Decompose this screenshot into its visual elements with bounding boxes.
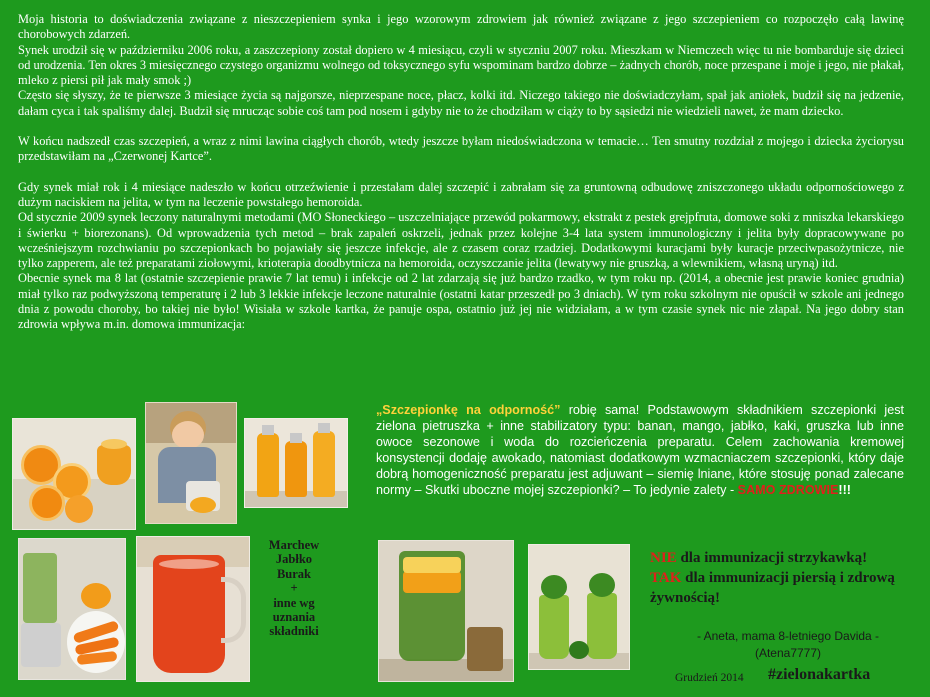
story-paragraph: W końcu nadszedł czas szczepień, a wraz z nimi lawina ciągłych chorób, wtedy jeszcze byłam niedoświadczona w temacie… Ten smutny rozdział z mojego i dziecka życiorysu przedstawiłam na „Czerwonej Kartce”. <box>18 134 904 164</box>
ingredient-item: uznania <box>272 610 316 625</box>
ingredient-item: + <box>290 581 298 596</box>
oranges-photo <box>12 418 136 530</box>
child-juicer-photo <box>145 402 237 524</box>
recipe-text <box>376 402 904 498</box>
recipe-body: robię sama! Podstawowym składnikiem szczepionki jest zielona pietruszka + inne stabilizatory typu: banan, mango, jabłko, kaki, gruszka lub inne owoce sezonowe i woda do rozcieńczenia preparatu. Celem zachowania kremowej konsystencji dodaję awokado, natomiast dodatkowym wzmacniaczem szczepionki, który daje dobrą homogeniczność preparatu jest adjuwant – siemię lniane, które stosuję ponad zalecane normy – Skutki uboczne mojej szczepionki? – To jedynie zalety - <box>376 403 904 497</box>
red-juice-pitcher-photo <box>136 536 250 682</box>
samo-zdrowie-label: SAMO ZDROWIE <box>737 483 839 497</box>
story-paragraph: Moja historia to doświadczenia związane z nieszczepieniem synka i jego wzorowym zdrowiem jak również związane z jego szczepieniem co rozpoczęło całą lawinę chorobowych zdarzeń. <box>18 12 904 42</box>
ingredient-item: Jabłko <box>275 552 313 567</box>
author-line-1: - Aneta, mama 8-letniego Davida - <box>696 629 880 643</box>
footer-date: Grudzień 2014 <box>675 672 744 684</box>
story-paragraph: Synek urodził się w październiku 2006 roku, a zaszczepiony został dopiero w 4 miesiącu, czyli w styczniu 2007 roku. Mieszkam w Niemczech więc tu nie bombarduje się dzieci od urodzenia. Ten okres 3 miesięcznego czystego organizmu wolnego od toksycznego syfu wspominam bardzo dobrze – żadnych chorób, noce przespane i moje i jego, nie płakał, mleko z piersi pił jak mały smok ;) <box>18 42 904 88</box>
slogan-line-2: dla immunizacji piersią i zdrową żywnością! <box>650 570 895 606</box>
slogan-nie: NIE <box>650 550 677 566</box>
blender-vegetables-photo <box>18 538 126 680</box>
ingredient-item: Marchew <box>268 538 320 552</box>
hashtag: #zielonakartka <box>768 666 871 683</box>
story-paragraph: Gdy synek miał rok i 4 miesiące nadeszło w końcu otrzeźwienie i przestałam dalej szczepić i zabrałam się za gruntowną odbudowę zniszczonego układu odpornościowego z dużym naciskiem na jelita, w tym na leczenie powstałego hemoroida. <box>18 179 904 209</box>
slogan-tak: TAK <box>650 570 682 586</box>
ingredient-item: inne wg <box>273 595 315 610</box>
ingredient-item: Burak <box>276 566 312 581</box>
author-line-2: (Atena7777) <box>754 646 822 660</box>
author-signature <box>668 628 908 662</box>
green-blender-photo <box>378 540 514 682</box>
juice-bottles-photo <box>244 418 348 508</box>
ingredient-item: składniki <box>269 624 319 639</box>
slogan <box>650 548 920 608</box>
story-paragraph: Często się słyszy, że te pierwsze 3 miesiące życia są najgorsze, nieprzespane noce, płacz, kolki itd. Niczego takiego nie doświadczyłam, spał jak aniołek, budził się na jedzenie, dałam cyca i tak spaliśmy dalej. Budził się mrucząc sobie coś tam pod nosem i gdyby nie to że chodziłam w ciąży to by sąsiedzi nie wiedzieli nawet, że mam dziecko. <box>18 88 904 118</box>
recipe-exclaim: !!! <box>838 483 852 497</box>
ingredients-list <box>258 538 330 639</box>
story-paragraph: Obecnie synek ma 8 lat (ostatnie szczepienie prawie 7 lat temu) i infekcje od 2 lat zdarzają się już bardzo rzadko, w tym roku np. (2014, a obecnie jest prawie koniec grudnia) miał tylko raz podwyższoną temperaturę i 2 lub 3 lekkie infekcje leczone naturalnie (ostatni katar przeszedł po 3 dniach). W tym roku szkolnym nie opuścił w szkole ani jednego dnia z powodu choroby, bo takiej nie było! Wisiała w szkole kartka, że panuje ospa, ostatnio już jej nie widziałam, a w tym czasie synek nic nie złapał. Na jego dobry stan zdrowia wpływa m.in. domowa immunizacja: <box>18 271 904 332</box>
story-paragraph: Od stycznie 2009 synek leczony naturalnymi metodami (MO Słoneckiego – uszczelniające przewód pokarmowy, ekstrakt z pestek grejpfruta, domowe soki z mniszka lekarskiego i świerku + biorezonans). Od wprowadzenia tych metod – brak zapaleń oskrzeli, jednak przez kolejne 3-4 lata system immunologiczny i jelita były dopracowywane po wcześniejszym rozchwianiu po szczepionkach bo pojawiały się jeszcze infekcje, ale z czasem coraz rzadziej. Dodatkowymi kuracjami były kuracje przeciwpasożytnicze, nie tylko zapperem, ale też preparatami ziołowymi, krioterapia doodbytnicza na hemoroida, oczyszczanie jelita (lewatywy nie gruszką, a wlewnikiem, własną uryną) itd. <box>18 210 904 271</box>
story-text <box>18 12 904 333</box>
slogan-line-1: dla immunizacji strzykawką! <box>676 550 868 566</box>
recipe-highlight: „Szczepionkę na odporność” <box>376 403 561 417</box>
green-smoothies-photo <box>528 544 630 670</box>
